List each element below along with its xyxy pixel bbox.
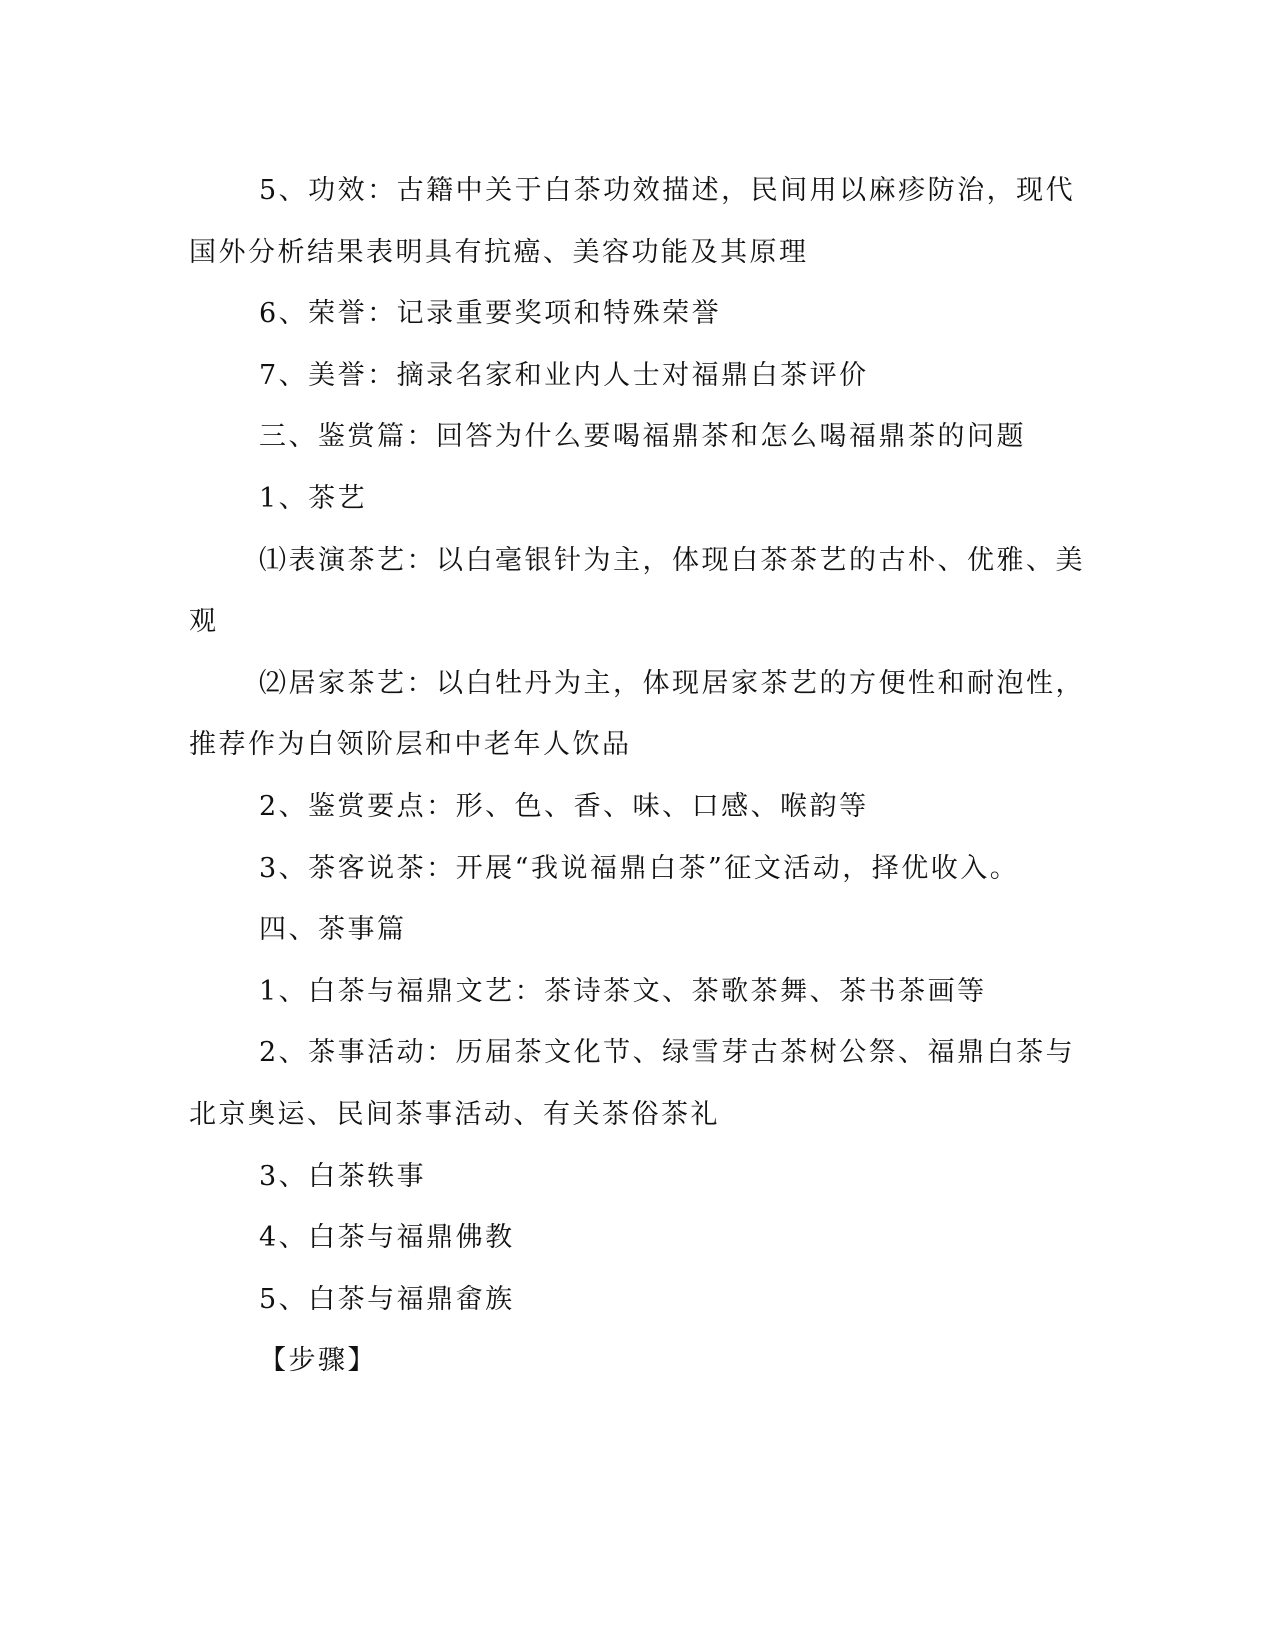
paragraph-she-ethnic: 5、白茶与福鼎畲族: [259, 1283, 515, 1315]
paragraph-appreciation-points: 2、鉴赏要点：形、色、香、味、口感、喉韵等: [259, 790, 869, 822]
section-heading-steps: 【步骤】: [259, 1345, 377, 1377]
paragraph-performance-tea-art: ⑴表演茶艺：以白毫银针为主，体现白茶茶艺的古朴、优雅、美观: [189, 544, 1085, 638]
paragraph-praise: 7、美誉：摘录名家和业内人士对福鼎白茶评价: [259, 359, 869, 391]
paragraph-tea-guests: 3、茶客说茶：开展“我说福鼎白茶”征文活动，择优收入。: [259, 852, 1020, 884]
paragraph-buddhism: 4、白茶与福鼎佛教: [259, 1222, 515, 1254]
paragraph-anecdotes: 3、白茶轶事: [259, 1160, 427, 1192]
paragraph-home-tea-art: ⑵居家茶艺：以白牡丹为主，体现居家茶艺的方便性和耐泡性，推荐作为白领阶层和中老年人饮品: [189, 667, 1085, 761]
paragraph-honors: 6、荣誉：记录重要奖项和特殊荣誉: [259, 298, 722, 330]
section-heading-appreciation: 三、鉴赏篇：回答为什么要喝福鼎茶和怎么喝福鼎茶的问题: [259, 421, 1026, 453]
paragraph-efficacy: 5、功效：古籍中关于白茶功效描述，民间用以麻疹防治，现代国外分析结果表明具有抗癌、美容功能及其原理: [189, 175, 1076, 268]
paragraph-literature-arts: 1、白茶与福鼎文艺：茶诗茶文、茶歌茶舞、茶书茶画等: [259, 975, 987, 1007]
document-body: [189, 160, 1089, 1392]
paragraph-tea-activities: 2、茶事活动：历届茶文化节、绿雪芽古茶树公祭、福鼎白茶与北京奥运、民间茶事活动、有关茶俗茶礼: [189, 1037, 1076, 1130]
paragraph-tea-art: 1、茶艺: [259, 482, 368, 514]
section-heading-tea-affairs: 四、茶事篇: [259, 914, 407, 946]
